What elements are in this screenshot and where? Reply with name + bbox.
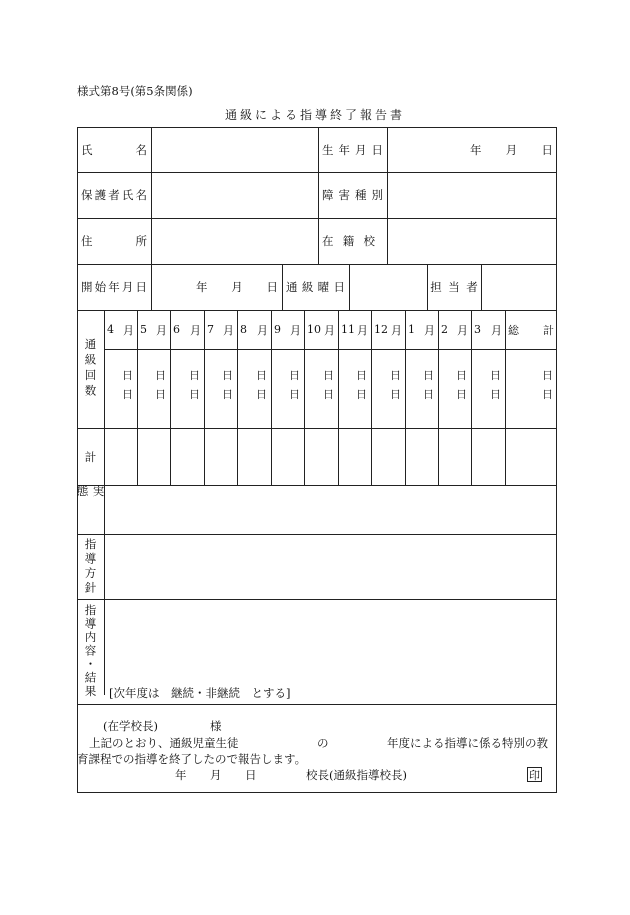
row-divider	[77, 485, 557, 486]
total-header: 総 計	[508, 323, 554, 337]
address-label: 住 所	[81, 234, 147, 248]
name-label: 氏 名	[81, 142, 147, 157]
start-date-value: 年 月 日	[196, 280, 278, 294]
day-unit: 日	[155, 369, 166, 382]
report-line-1a: 上記のとおり、通級児童生徒	[89, 736, 239, 750]
day-unit: 日	[423, 369, 434, 382]
month-header: 4 月	[107, 323, 134, 337]
col-divider	[151, 127, 152, 264]
day-unit: 日	[289, 388, 300, 401]
day-unit: 日	[222, 369, 233, 382]
col-divider	[349, 264, 350, 310]
report-line-1c: 年度による指導に係る特別の教	[387, 736, 548, 750]
document-title: 通級による指導終了報告書	[224, 108, 405, 122]
day-unit: 日	[289, 369, 300, 382]
day-unit: 日	[390, 369, 401, 382]
guidance-content-label: 指導内容・結果	[83, 604, 98, 699]
day-unit: 日	[423, 388, 434, 401]
month-header: 9 月	[274, 323, 301, 337]
day-unit: 日	[456, 388, 467, 401]
month-header: 2 月	[441, 323, 468, 337]
month-header: 11 月	[341, 323, 368, 337]
report-form	[77, 127, 557, 793]
day-unit: 日	[542, 388, 553, 401]
col-divider	[151, 264, 152, 310]
col-divider	[387, 127, 388, 264]
day-unit: 日	[155, 388, 166, 401]
month-day-count	[271, 366, 304, 404]
sum-label: 計	[84, 449, 97, 464]
honorific: 様	[210, 719, 222, 733]
form-number: 様式第8号(第5条関係)	[77, 84, 193, 98]
status-label: 実態	[75, 485, 106, 511]
day-unit: 日	[490, 388, 501, 401]
birthdate-label: 生 年 月 日	[322, 142, 383, 157]
month-day-count	[405, 366, 438, 404]
month-day-count	[304, 366, 338, 404]
seal-stamp: 印	[529, 768, 540, 782]
disability-type-label: 障 害 種 別	[322, 188, 383, 202]
month-day-count	[170, 366, 204, 404]
month-header: 12 月	[374, 323, 402, 337]
month-grid	[104, 310, 557, 485]
next-year-note: [次年度は 継続・非継続 とする]	[109, 686, 291, 700]
month-header: 1 月	[408, 323, 435, 337]
day-unit: 日	[256, 388, 267, 401]
day-unit: 日	[356, 369, 367, 382]
row-divider	[77, 599, 557, 600]
day-unit: 日	[256, 369, 267, 382]
month-day-count	[237, 366, 271, 404]
start-date-label: 開 始 年 月 日	[81, 280, 147, 294]
month-day-count	[204, 366, 237, 404]
month-day-count	[137, 366, 170, 404]
report-date-day: 日	[245, 768, 257, 782]
month-header: 8 月	[240, 323, 268, 337]
day-unit: 日	[122, 388, 133, 401]
day-unit: 日	[356, 388, 367, 401]
attendance-count-label: 通級回数	[83, 338, 98, 400]
day-unit: 日	[122, 369, 133, 382]
day-unit: 日	[189, 388, 200, 401]
month-day-count	[371, 366, 405, 404]
month-header: 3 月	[474, 323, 502, 337]
guidance-policy-label: 指導方針	[83, 537, 98, 596]
month-day-count	[471, 366, 505, 404]
day-unit: 日	[189, 369, 200, 382]
day-unit: 日	[323, 369, 334, 382]
month-day-count	[104, 366, 137, 404]
teacher-label: 担 当 者	[430, 280, 478, 294]
day-unit: 日	[542, 369, 553, 382]
report-line-2: 育課程での指導を終了したので報告します。	[77, 752, 307, 766]
addressee: (在学校長)	[103, 719, 158, 733]
month-header: 7 月	[207, 323, 234, 337]
day-unit: 日	[490, 369, 501, 382]
report-date-month: 月	[210, 768, 222, 782]
month-header: 10 月	[307, 323, 335, 337]
col-divider	[481, 264, 482, 310]
day-unit: 日	[390, 388, 401, 401]
day-unit: 日	[222, 388, 233, 401]
birthdate-value: 年 月 日	[470, 142, 553, 157]
report-line-1b: の	[317, 736, 329, 750]
month-header: 6 月	[173, 323, 201, 337]
total-day-count	[505, 366, 557, 404]
report-date-year: 年	[175, 768, 187, 782]
enrolled-school-label: 在 籍 校	[322, 234, 375, 248]
class-weekday-label: 通 級 曜 日	[286, 280, 345, 294]
row-divider	[77, 534, 557, 535]
day-unit: 日	[456, 369, 467, 382]
guardian-name-label: 保 護 者 氏 名	[81, 188, 147, 202]
principal-title: 校長(通級指導校長)	[306, 768, 407, 782]
month-day-count	[338, 366, 371, 404]
day-unit: 日	[323, 388, 334, 401]
month-header: 5 月	[140, 323, 167, 337]
month-day-count	[438, 366, 471, 404]
row-divider	[77, 704, 557, 705]
